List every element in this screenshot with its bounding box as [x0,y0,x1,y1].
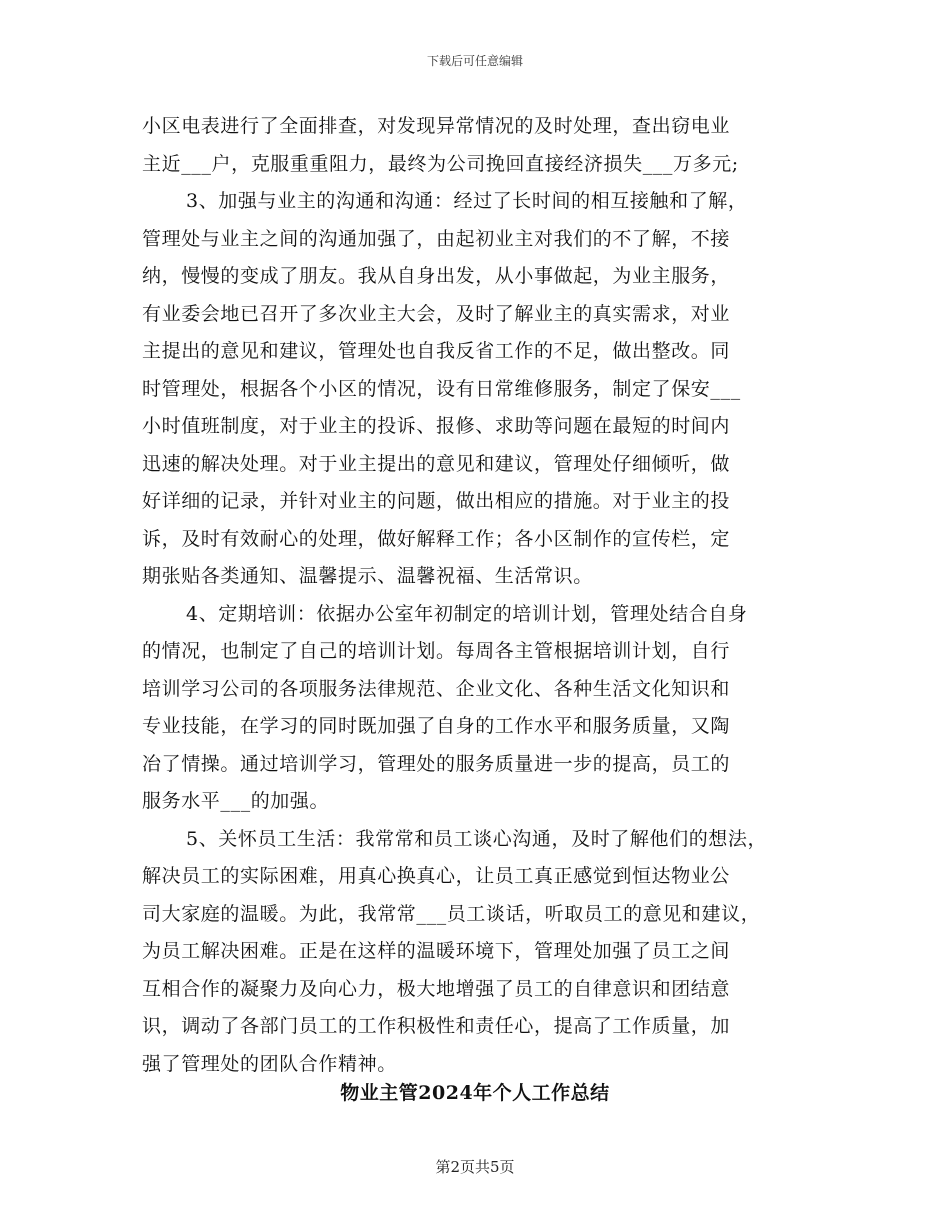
body-text-line: 识，调动了各部门员工的工作积极性和责任心，提高了工作质量，加 [142,1015,731,1037]
body-text-line: 互相合作的凝聚力及向心力，极大地增强了员工的自律意识和团结意 [142,977,731,1000]
body-text-line: 迅速的解决处理。对于业主提出的意见和建议，管理处仔细倾听，做 [142,452,731,475]
body-text-line: 司大家庭的温暖。为此，我常常___员工谈话，听取员工的意见和建议， [142,902,761,925]
page-header: 下载后可任意编辑 [426,54,523,68]
page-number-footer: 第2页共5页 [435,1158,515,1176]
body-text-line: 主近___户，克服重重阻力，最终为公司挽回直接经济损失___万多元; [142,152,739,175]
body-text-line: 专业技能，在学习的同时既加强了自身的工作水平和服务质量，又陶 [142,715,731,737]
body-text-line: 有业委会地已召开了多次业主大会，及时了解业主的真实需求，对业 [142,302,731,325]
body-text-line: 解决员工的实际困难，用真心换真心，让员工真正感觉到恒达物业公 [142,865,731,887]
body-text-line: 管理处与业主之间的沟通加强了，由起初业主对我们的不了解，不接 [142,227,731,250]
body-text-line: 的情况，也制定了自己的培训计划。每周各主管根据培训计划，自行 [142,640,731,662]
body-text-line: 主提出的意见和建议，管理处也自我反省工作的不足，做出整改。同 [142,340,731,362]
body-text-line: 好详细的记录，并针对业主的问题，做出相应的措施。对于业主的投 [142,490,731,512]
document-title: 物业主管2024年个人工作总结 [340,1082,610,1104]
body-text-line: 服务水平___的加强。 [142,790,330,812]
body-text-line: 强了管理处的团队合作精神。 [142,1052,397,1075]
body-text-line: 培训学习公司的各项服务法律规范、企业文化、各种生活文化知识和 [142,677,731,700]
body-text-line: 4、定期培训：依据办公室年初制定的培训计划，管理处结合自身 [186,602,748,625]
body-text-line: 期张贴各类通知、温馨提示、温馨祝福、生活常识。 [142,565,593,587]
body-text-line: 小区电表进行了全面排查，对发现异常情况的及时处理，查出窃电业 [142,115,731,137]
body-text-line: 冶了情操。通过培训学习，管理处的服务质量进一步的提高，员工的 [142,752,731,775]
body-text-line: 为员工解决困难。正是在这样的温暖环境下，管理处加强了员工之间 [142,940,731,962]
document-body [142,108,822,1083]
body-text-line: 诉，及时有效耐心的处理，做好解释工作；各小区制作的宣传栏，定 [142,527,731,550]
body-text-line: 5、关怀员工生活：我常常和员工谈心沟通，及时了解他们的想法， [186,827,768,850]
body-text-line: 时管理处，根据各个小区的情况，设有日常维修服务，制定了保安___ [142,377,741,400]
body-text-line: 小时值班制度，对于业主的投诉、报修、求助等问题在最短的时间内 [142,415,731,437]
body-text-line: 3、加强与业主的沟通和沟通：经过了长时间的相互接触和了解， [186,190,748,212]
body-text-line: 纳，慢慢的变成了朋友。我从自身出发，从小事做起，为业主服务， [142,265,731,287]
